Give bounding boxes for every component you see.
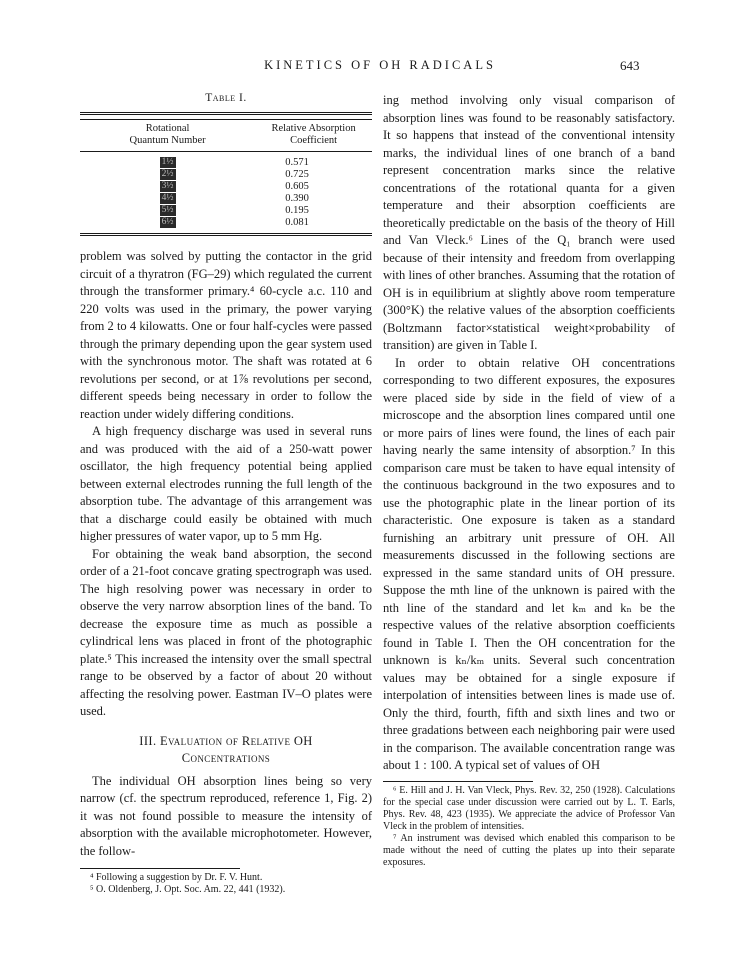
coefficient-cell: 0.081: [255, 216, 372, 235]
quantum-number-cell: 2½: [161, 169, 174, 179]
body-paragraph: For obtaining the weak band absorption, the second order of a 21-foot concave grating spectrograph was used. The high resolving power was necessary in order to observe the very narrow absorption lines of the band. To decrease the exposure time as much as possible a cylindrical lens was placed in front of the photographic plate.⁵ This increased the intensity over the small spectral range to be observed by a factor of about 20 without affecting the resolving power. Eastman IV–O plates were used.: [80, 546, 372, 718]
quantum-number-cell: 4½: [161, 193, 174, 203]
right-column: [383, 92, 675, 869]
quantum-number-cell: 3½: [161, 181, 174, 191]
table-row: [80, 152, 372, 169]
footnote: ⁴ Following a suggestion by Dr. F. V. Hunt.: [90, 872, 263, 883]
footnotes: [383, 782, 675, 869]
quantum-number-cell: 6½: [161, 217, 174, 227]
body-paragraph: problem was solved by putting the contactor in the grid circuit of a thyratron (FG–29) which regulated the current through the transformer primary.⁴ 60-cycle a.c. 110 and 220 volts was used in the primary, the power varying from 2 to 4 kilowatts. One or four half-cycles were passed through the primary depending upon the gear system used with the synchronous motor. The shaft was rotated at 6 revolutions per second, or at 1⅞ revolutions per second, different speeds being necessary in order to follow the reaction under widely differing conditions.: [80, 249, 372, 421]
footnotes: [80, 869, 372, 896]
table-row: [80, 168, 372, 180]
footnote: ⁵ O. Oldenberg, J. Opt. Soc. Am. 22, 441 (1932).: [90, 884, 286, 895]
body-paragraph: The individual OH absorption lines being so very narrow (cf. the spectrum reproduced, reference 1, Fig. 2) it was not found possible to measure the intensity of absorption with the available microphotometer. However, the follow-: [80, 773, 372, 858]
header-line: Rotational: [145, 123, 190, 134]
header-line: Relative Absorption: [271, 123, 356, 134]
footnote: ⁶ E. Hill and J. H. Van Vleck, Phys. Rev. 32, 250 (1928). Calculations for the special case under discussion were carried out by L. T. Earls, Phys. Rev. 48, 423 (1935). We appreciate the advice of Professor Van Vleck in the problem of intensities.: [383, 784, 675, 832]
body-paragraph: ing method involving only visual comparison of absorption lines was found to be reasonably satisfactory. It so happens that instead of the conventional intensity marks, the individual lines of one branch of a band represent concentration marks since the relative concentrations of the rotational quanta for a given temperature and their absorption coefficients are theoretically predictable on the basis of the theory of Hill and Van Vleck.⁶ Lines of the Q₁ branch were used because of their intensity and freedom from overlapping with lines of other branches. Assuming that the rotation of OH is in equilibrium at slightly above room temperature (300°K) the relative values of the absorption coefficients (Boltzmann factor×statistical weight×probability of transition) are given in Table I.: [383, 93, 675, 352]
table-header-absorption-coefficient: [255, 120, 372, 152]
coefficient-cell: 0.571: [285, 156, 309, 168]
quantum-number-cell: 5½: [161, 205, 174, 215]
table-row: [80, 192, 372, 204]
table-row: [80, 180, 372, 192]
table-caption: Table I.: [205, 92, 247, 104]
page-number: 643: [620, 58, 640, 73]
coefficient-cell: 0.725: [285, 168, 309, 180]
left-column: [80, 92, 372, 896]
coefficient-cell: 0.390: [285, 192, 309, 204]
section-heading: [80, 733, 372, 767]
body-paragraph: In order to obtain relative OH concentrations corresponding to two different exposures, the exposures were placed side by side in the field of view of a microscope and the absorption lines compared until one or more pairs of lines were found, the lines of each pair having nearly the same intensity of absorption.⁷ In this comparison care must be taken to have equal intensity of the continuous background in the two exposures and to use the photographic plate in the linear portion of its characteristic. One exposure is taken as a standard furnishing an arbitrary unit pressure of OH. All measurements discussed in the following sections are expressed in the same standard units of OH pressure. Suppose the mth line of the unknown is paired with the nth line of the standard and let kₘ and kₙ be the respective values of the relative absorption coefficients found in Table I. Then the OH concentration for the unknown is kₙ/kₘ units. Several such concentration values may be obtained for a single exposure if interpolation of intensities between lines is made use of. Only the third, fourth, fifth and sixth lines and two or three gradations between each neighboring pair were used in the comparison. The available concentration range was about 1 : 100. A typical set of values of OH: [383, 355, 675, 772]
header-line: Coefficient: [290, 135, 338, 146]
running-head: KINETICS OF OH RADICALS: [264, 58, 496, 72]
table-row: [80, 216, 372, 235]
table-header-quantum-number: [80, 120, 255, 152]
body-paragraph: A high frequency discharge was used in several runs and was produced with the aid of a 250-watt power oscillator, the high frequency potential being applied between external electrodes running the full length of the absorption tube. The advantage of this arrangement was that a discharge could easily be obtained with much higher pressures of water vapor, up to 5 mm Hg.: [80, 424, 372, 543]
absorption-table: [80, 112, 372, 236]
footnote: ⁷ An instrument was devised which enabled this comparison to be made without the need of cutting the plates up into their separate exposures.: [383, 832, 675, 868]
section-heading-line: Concentrations: [181, 750, 271, 765]
header-line: Quantum Number: [129, 135, 206, 146]
coefficient-cell: 0.605: [285, 180, 309, 192]
quantum-number-cell: 1½: [161, 157, 174, 167]
table-row: [80, 204, 372, 216]
coefficient-cell: 0.195: [285, 204, 309, 216]
section-heading-line: III. Evaluation of Relative OH: [139, 733, 313, 748]
